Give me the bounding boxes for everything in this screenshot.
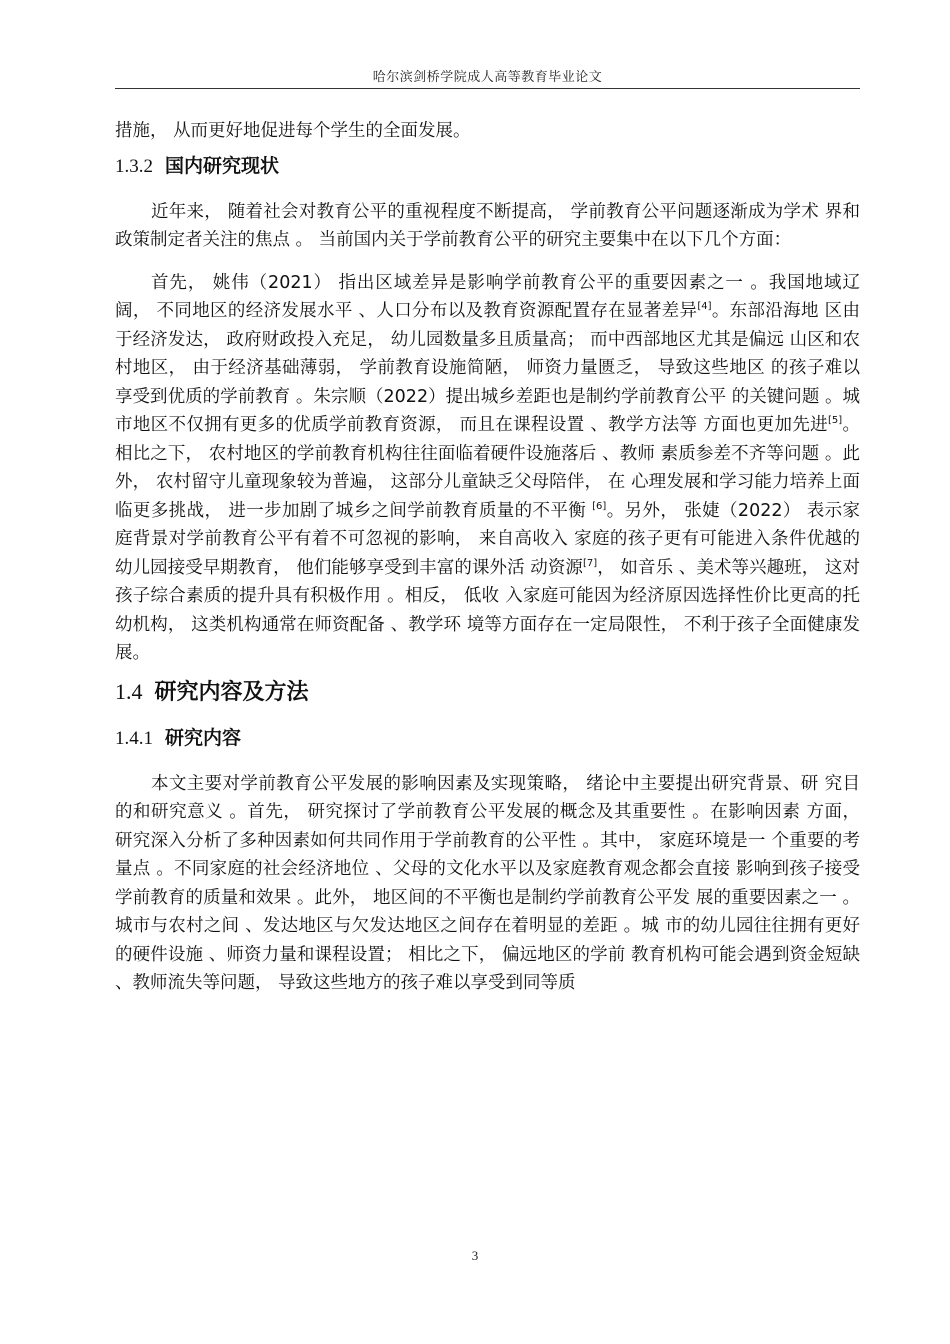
paragraph-text: 。东部沿海地 区由于经济发达， 政府财政投入充足， 幼儿园数量多且质量高； 而中西部地区尤其是偏远 山区和农村地区， 由于经济基础薄弱， 学前教育设施简陋， 师资力量匮乏， 导致这些地区 的孩子难以享受到优质的学前教育 。朱宗顺（2022）提出城乡差距也是制约学前教育公平 的关键问题 。城市地区不仅拥有更多的优质学前教育资源， 而且在课程设置 、教学方法等 方面也更加先进 xyxy=(115,301,861,435)
section-heading-1-4-1 xyxy=(115,722,860,754)
citation-ref: [4] xyxy=(697,301,712,313)
section-heading-1-3-2 xyxy=(115,150,860,182)
section-heading-1-4 xyxy=(115,674,860,710)
page-number: 3 xyxy=(471,1248,479,1263)
section-number: 1.3.2 xyxy=(115,155,153,177)
citation-ref: [7] xyxy=(583,557,598,569)
running-header: 哈尔滨剑桥学院成人高等教育毕业论文 xyxy=(372,70,603,85)
paragraph-research-status: 近年来， 随着社会对教育公平的重视程度不断提高， 学前教育公平问题逐渐成为学术 界和政策制定者关注的焦点 。 当前国内关于学前教育公平的研究主要集中在以下几个方面： xyxy=(115,201,860,250)
section-number: 1.4 xyxy=(115,678,143,704)
section-number: 1.4.1 xyxy=(115,727,153,749)
paragraph-text: ， 如音乐 、美术等兴趣班， 这对孩子综合素质的提升具有积极作用 。相反， 低收 入家庭可能因为经济原因选择性价比更高的托幼机构， 这类机构通常在师资配备 、教学环 境等方面存在一定局限性， 不利于孩子全面健康发展。 xyxy=(115,557,860,663)
paragraph-text: 。另外， 张婕（2022） 表示家庭背景对学前教育公平有着不可忽视的影响， 来自高收入 家庭的孩子更有可能进入条件优越的幼儿园接受早期教育， 他们能够享受到丰富的课外活 动资源 xyxy=(115,500,860,578)
paragraph-text: 首先， 姚伟（2021） 指出区域差异是影响学前教育公平的重要因素之一 。我国地域辽 阔， 不同地区的经济发展水平 、人口分布以及教育资源配置存在显著差异 xyxy=(115,272,860,321)
page-content xyxy=(115,117,860,998)
section-title: 研究内容 xyxy=(165,726,242,749)
citation-ref: [6] xyxy=(592,500,607,512)
paragraph-continuation: 措施， 从而更好地促进每个学生的全面发展。 xyxy=(115,121,471,141)
section-title: 国内研究现状 xyxy=(165,154,280,177)
paragraph-research-content: 本文主要对学前教育公平发展的影响因素及实现策略， 绪论中主要提出研究背景、研 究目的和研究意义 。首先， 研究探讨了学前教育公平发展的概念及其重要性 。在影响因素 方面， 研究深入分析了多种因素如何共同作用于学前教育的公平性 。其中， 家庭环境是一 个重要的考量点 。不同家庭的社会经济地位 、父母的文化水平以及家庭教育观念都会直接 影响到孩子接受学前教育的质量和效果 。此外， 地区间的不平衡也是制约学前教育公平发 展的重要因素之一 。城市与农村之间 、发达地区与欠发达地区之间存在着明显的差距 。城 市的幼儿园往往拥有更好的硬件设施 、师资力量和课程设置； 相比之下， 偏远地区的学前 教育机构可能会遇到资金短缺 、教师流失等问题， 导致这些地方的孩子难以享受到同等质 xyxy=(115,773,860,993)
citation-ref: [5] xyxy=(828,415,843,427)
section-title: 研究内容及方法 xyxy=(154,679,309,705)
header-rule xyxy=(115,88,860,89)
paragraph-text: 。相比之下， 农村地区的学前教育机构往往面临着硬件设施落后 、教师 素质参差不齐等问题 。此外， 农村留守儿童现象较为普遍， 这部分儿童缺乏父母陪伴， 在 心理发展和学习能力培养上面临更多挑战， 进一步加剧了城乡之间学前教育质量的不平衡 xyxy=(115,415,861,521)
paragraph-factors xyxy=(115,269,860,668)
